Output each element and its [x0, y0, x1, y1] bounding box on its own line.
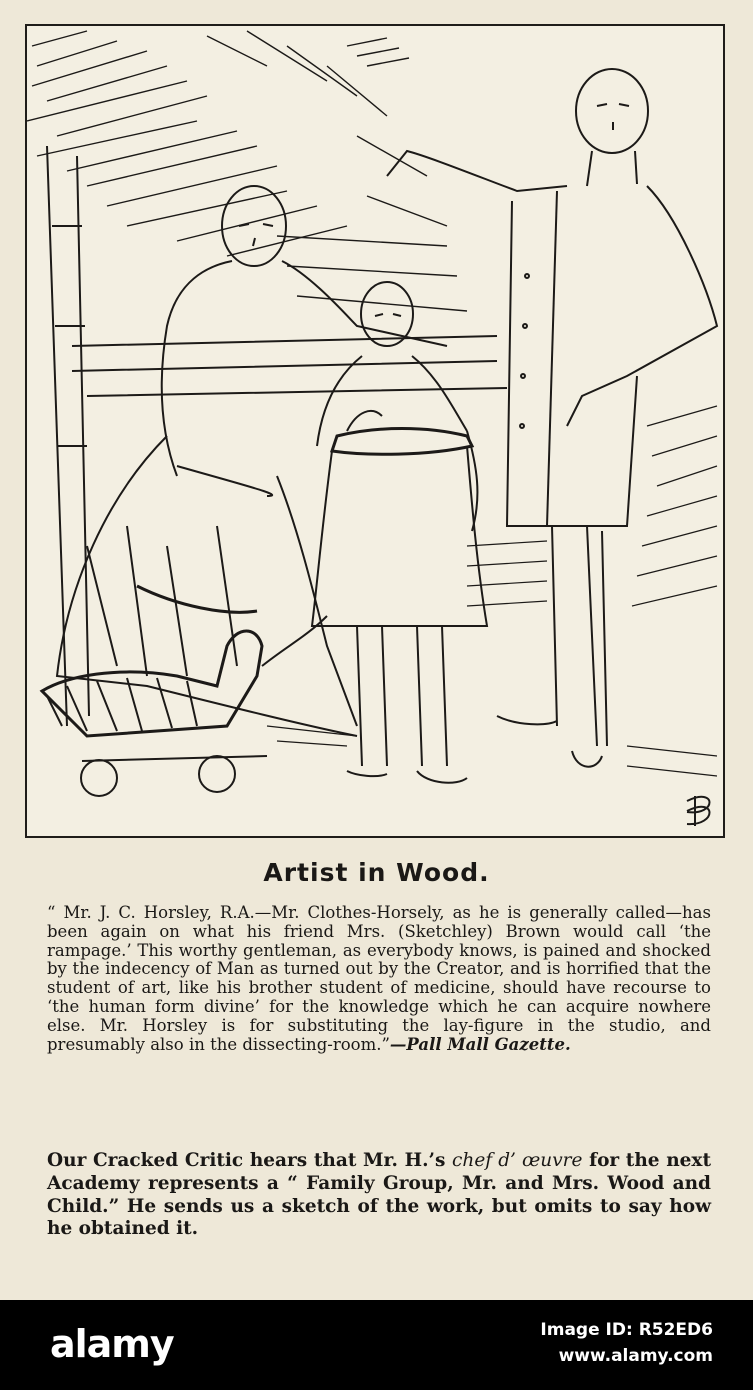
child-figure: [312, 282, 487, 783]
tree-trunk: [47, 146, 89, 726]
brand-logo: alamy: [50, 1322, 174, 1366]
para-after: for the next Academy represents a “ Family Group, Mr. and Mrs. Wood and Child.” He sends us a sketch of the work, but omits to say how he obtained it.: [47, 1150, 712, 1240]
quote-text: “ Mr. J. C. Horsley, R.A.—Mr. Clothes-Horsely, as he is generally called—has been again on what his friend Mrs. (Sketchley) Brown would call ‘the rampage.’ This worthy gentleman, as everybody knows, is pained and shocked by the indecency of Man as turned out by the Creator, and is horrified that the student of art, like his brother student of medicine, should have recourse to ‘the human form divine’ for the knowledge which he can acquire nowhere else. Mr. Horsley is for substituting the lay-figure in the studio, and presumably also in the dissecting-room.”: [47, 903, 711, 1054]
para-before: Our Cracked Critic hears that Mr. H.’s: [47, 1150, 453, 1171]
article-title: Artist in Wood.: [263, 858, 490, 887]
para-italic: chef d’ œuvre: [452, 1150, 583, 1171]
monogram-icon: [687, 796, 710, 826]
tree-foliage: [27, 31, 467, 311]
background-hatching: [267, 406, 717, 776]
woman-figure: [57, 186, 447, 736]
site-url: www.alamy.com: [558, 1346, 713, 1366]
quote-source: —Pall Mall Gazette.: [389, 1034, 571, 1054]
commentary-paragraph: [47, 1150, 711, 1241]
engraving-illustration: [25, 24, 725, 838]
quoted-passage: [47, 904, 711, 1054]
image-id: Image ID: R52ED6: [540, 1320, 713, 1340]
toy-dog-on-wheels: [42, 616, 327, 796]
man-figure: [387, 69, 717, 767]
